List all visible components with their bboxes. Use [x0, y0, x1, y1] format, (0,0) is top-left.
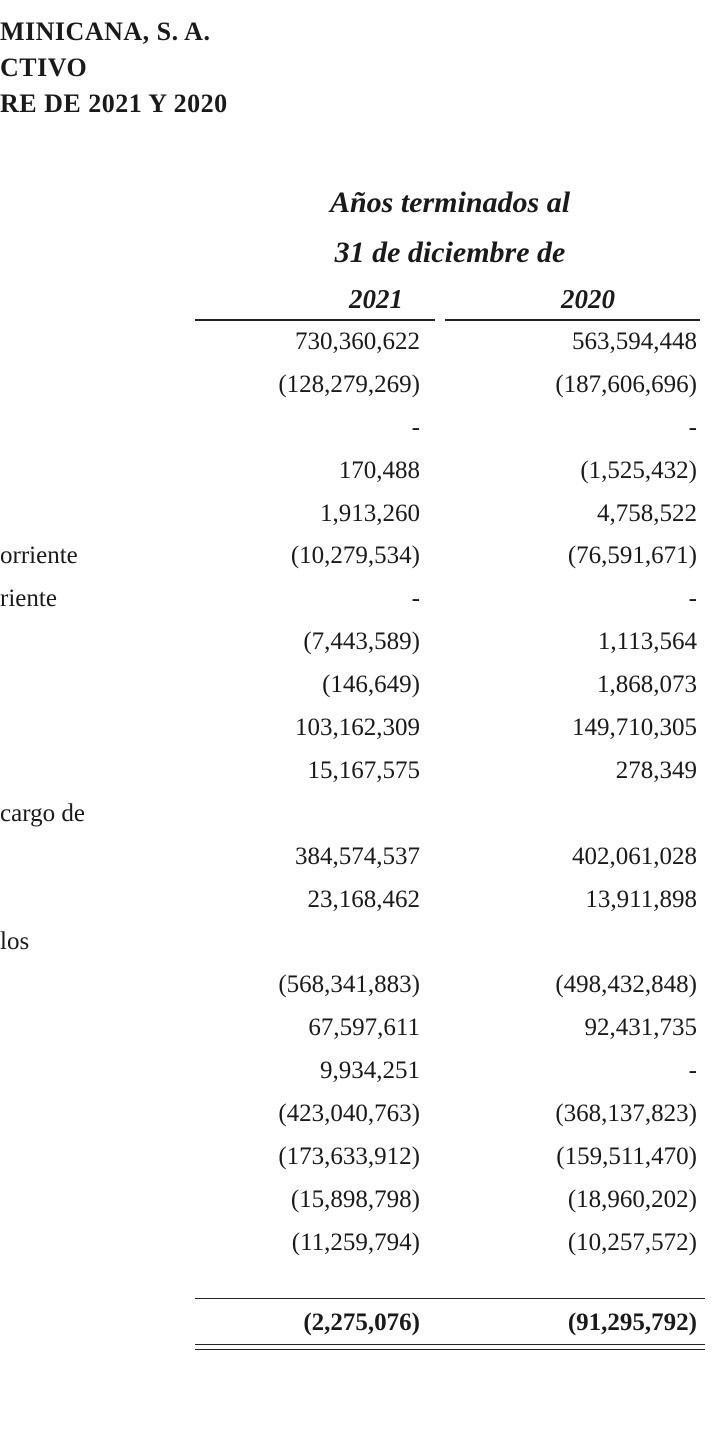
value-2021: 15,167,575	[307, 756, 420, 784]
value-2021: (146,649)	[322, 671, 420, 699]
table-row	[0, 620, 727, 663]
value-2020: 1,113,564	[597, 628, 697, 656]
table-row	[0, 920, 727, 963]
table-row	[0, 835, 727, 878]
table-row	[0, 577, 727, 620]
value-2020: (1,525,432)	[580, 456, 697, 484]
row-label: riente	[0, 585, 57, 613]
value-2021: (10,279,534)	[290, 542, 420, 570]
value-2020: (18,960,202)	[567, 1185, 697, 1213]
value-2020: 13,911,898	[585, 885, 697, 913]
table-row	[0, 492, 727, 535]
value-2020: (498,432,848)	[555, 971, 697, 999]
value-2020: (159,511,470)	[556, 1142, 697, 1170]
table-row	[0, 792, 727, 835]
table-row	[0, 1178, 727, 1221]
table-row	[0, 663, 727, 706]
value-2020: 92,431,735	[584, 1014, 697, 1042]
column-group-header-line-1: Años terminados al	[329, 186, 571, 219]
value-2021: (128,279,269)	[278, 370, 420, 398]
value-2020: 1,868,073	[597, 671, 697, 699]
value-2021: (423,040,763)	[278, 1100, 420, 1128]
value-2020: (76,591,671)	[567, 542, 697, 570]
total-value-2020: (91,295,792)	[567, 1309, 697, 1336]
value-2021: 170,488	[338, 456, 420, 484]
value-2020: 402,061,028	[572, 842, 697, 870]
value-2021: 1,913,260	[320, 499, 420, 527]
value-2020: -	[688, 1057, 697, 1085]
value-2020: -	[688, 585, 697, 613]
value-2020: 563,594,448	[572, 328, 697, 355]
row-label: los	[0, 928, 30, 956]
value-2021: 23,168,462	[307, 885, 420, 913]
value-2021: (568,341,883)	[278, 971, 420, 999]
table-row	[0, 449, 727, 492]
title-line-company: MINICANA, S. A.	[0, 17, 211, 46]
value-2021: -	[411, 585, 420, 613]
column-header-2020: 2020	[561, 284, 615, 314]
value-2020: 278,349	[615, 756, 697, 784]
table-row	[0, 963, 727, 1006]
value-2021: 384,574,537	[295, 842, 420, 870]
table-row	[0, 320, 727, 363]
value-2020: -	[688, 413, 697, 441]
table-row	[0, 363, 727, 406]
total-double-rule-top	[195, 1344, 705, 1345]
value-2021: 730,360,622	[295, 328, 420, 355]
table-row	[0, 1221, 727, 1264]
row-label: orriente	[0, 542, 78, 570]
title-line-statement: CTIVO	[0, 53, 88, 82]
value-2020: 4,758,522	[597, 499, 697, 527]
report-title	[0, 14, 228, 122]
value-2021: 103,162,309	[295, 714, 420, 742]
value-2021: 9,934,251	[320, 1057, 420, 1085]
value-2021: 67,597,611	[308, 1014, 420, 1042]
value-2020: (187,606,696)	[555, 370, 697, 398]
table-row	[0, 1135, 727, 1178]
column-header-2021: 2021	[349, 284, 403, 314]
row-label: cargo de	[0, 799, 85, 827]
table-row	[0, 749, 727, 792]
column-group-header-line-2: 31 de diciembre de	[334, 236, 566, 269]
value-2021: (15,898,798)	[290, 1185, 420, 1213]
table-row	[0, 878, 727, 921]
value-2020: (368,137,823)	[555, 1100, 697, 1128]
total-double-rule-bottom	[195, 1349, 705, 1350]
table-row	[0, 534, 727, 577]
table-row	[0, 1006, 727, 1049]
table-row	[0, 406, 727, 449]
value-2021: (173,633,912)	[278, 1142, 420, 1170]
value-2020: 149,710,305	[572, 714, 697, 742]
subtotal-rule	[195, 1298, 705, 1299]
table-row	[0, 706, 727, 749]
total-row	[0, 1301, 727, 1344]
table-row	[0, 1049, 727, 1092]
statement-rows	[0, 320, 727, 1264]
total-value-2021: (2,275,076)	[303, 1309, 420, 1336]
value-2021: -	[411, 413, 420, 441]
value-2020: (10,257,572)	[567, 1228, 697, 1256]
table-row	[0, 1092, 727, 1135]
value-2021: (7,443,589)	[303, 628, 420, 656]
value-2021: (11,259,794)	[291, 1228, 420, 1256]
title-line-period: RE DE 2021 Y 2020	[0, 89, 228, 118]
